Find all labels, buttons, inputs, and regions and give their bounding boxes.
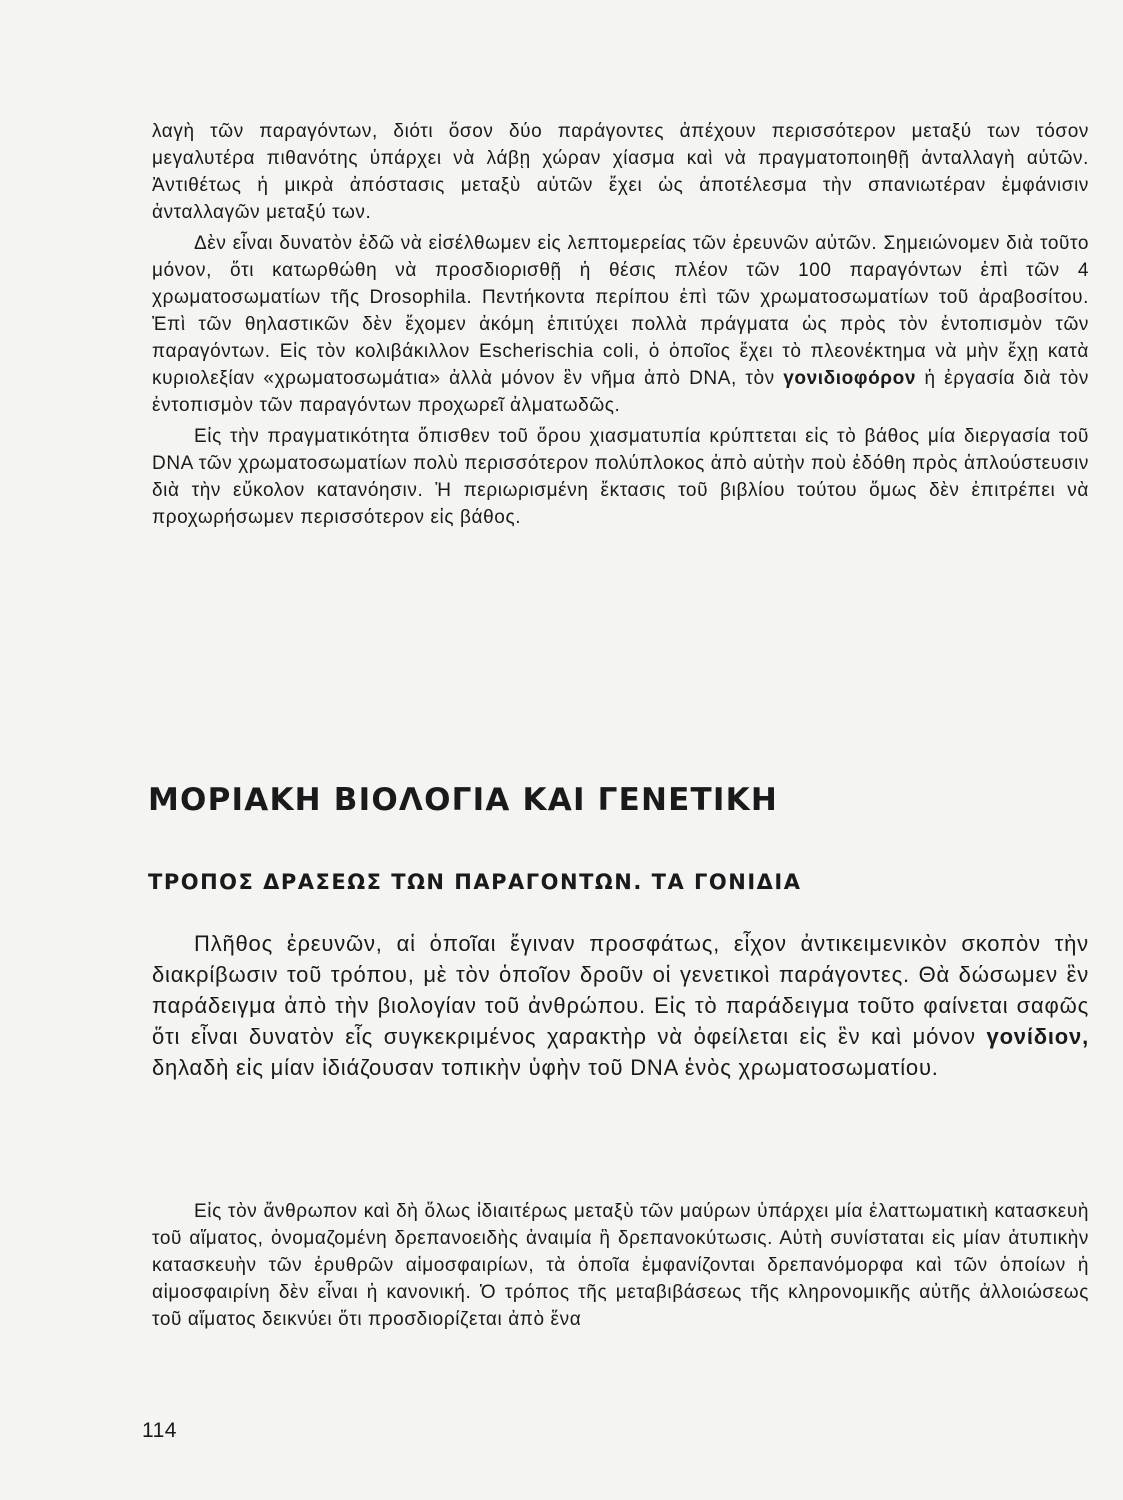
page-number: 114	[142, 1419, 177, 1442]
gene-mapping-text: Δὲν εἶναι δυνατὸν ἐδῶ νὰ εἰσέλθωμεν εἰς λεπτομερείας τῶν ἐρευνῶν αὐτῶν. Σημειώνομεν διὰ τοῦτο μόνον, ὅτι κατωρθώθη νὰ προσδιορισθῇ ἡ θέσις πλέον τῶν 100 παραγόντων ἐπὶ τῶν 4 χρωματοσωματίων τῆς Drosophila. Πεντήκοντα περίπου ἐπὶ τῶν χρωματοσωματίων τοῦ ἀραβοσίτου. Ἐπὶ τῶν θηλαστικῶν δὲν ἔχομεν ἀκόμη ἐπιτύχει πολλὰ πράγματα ὡς πρὸς τὸν ἐντοπισμὸν τῶν παραγόντων. Εἰς τὸν κολιβάκιλλον Escherischia coli, ὁ ὁποῖος ἔχει τὸ πλεονέκτημα νὰ μὴν ἔχῃ κατὰ κυριολεξίαν «χρωματοσωμάτια» ἀλλὰ μόνον ἓν νῆμα ἀπὸ DNA, τὸν	[152, 233, 1089, 389]
paragraph-gene-action	[152, 928, 1089, 1083]
paragraph-gene-mapping	[152, 230, 1089, 419]
gene-action-text-end: δηλαδὴ εἰς μίαν ἰδιάζουσαν τοπικὴν ὑφὴν τοῦ DNA ἑνὸς χρωματοσωματίου.	[152, 1055, 939, 1080]
chapter-title: ΜΟΡΙΑΚΗ ΒΙΟΛΟΓΙΑ ΚΑΙ ΓΕΝΕΤΙΚΗ	[148, 782, 778, 818]
paragraph-crossing-distance: λαγὴ τῶν παραγόντων, διότι ὅσον δύο παράγοντες ἀπέχουν περισσότερον μεταξύ των τόσον μεγαλυτέρα πιθανότης ὑπάρχει νὰ λάβῃ χώραν χίασμα καὶ νὰ πραγματοποιηθῇ ἀνταλλαγὴ αὐτῶν. Ἀντιθέτως ἡ μικρὰ ἀπόστασις μεταξὺ αὐτῶν ἔχει ὡς ἀποτέλεσμα τὴν σπανιωτέραν ἐμφάνισιν ἀνταλλαγῶν μεταξύ των.	[152, 121, 1089, 223]
bottom-text-block	[152, 1198, 1089, 1333]
bold-term-genophore: γονιδιοφόρον	[783, 368, 917, 389]
bold-term-gene: γονίδιον,	[986, 1024, 1089, 1049]
section-title: ΤΡΟΠΟΣ ΔΡΑΣΕΩΣ ΤΩΝ ΠΑΡΑΓΟΝΤΩΝ. ΤΑ ΓΟΝΙΔΙΑ	[148, 870, 802, 894]
top-text-block	[152, 118, 1089, 531]
gene-mapping-text-end: ἡ ἐργασία διὰ τὸν ἐντοπισμὸν τῶν παραγόντων προχωρεῖ ἀλματωδῶς.	[152, 368, 1089, 416]
paragraph-sickle-cell: Εἰς τὸν ἄνθρωπον καὶ δὴ ὅλως ἰδιαιτέρως μεταξὺ τῶν μαύρων ὑπάρχει μία ἐλαττωματικὴ κατασκευὴ τοῦ αἵματος, ὀνομαζομένη δρεπανοειδὴς ἀναιμία ἢ δρεπανοκύτωσις. Αὐτὴ συνίσταται εἰς μίαν ἀτυπικὴν κατασκευὴν τῶν ἐρυθρῶν αἱμοσφαιρίων, τὰ ὁποῖα ἐμφανίζονται δρεπανόμορφα καὶ τῶν ὁποίων ἡ αἱμοσφαιρίνη δὲν εἶναι ἡ κανονική. Ὁ τρόπος τῆς μεταβιβάσεως τῆς κληρονομικῆς αὐτῆς ἀλλοιώσεως τοῦ αἵματος δεικνύει ὅτι προσδιορίζεται ἀπὸ ἕνα	[152, 1201, 1089, 1330]
paragraph-crossing-over-complexity: Εἰς τὴν πραγματικότητα ὄπισθεν τοῦ ὅρου χιασματυπία κρύπτεται εἰς τὸ βάθος μία διεργασία τοῦ DNA τῶν χρωματοσωματίων πολὺ περισσότερον πολύπλοκος ἀπὸ αὐτὴν ποὺ ἐδόθη πρὸς ἁπλούστευσιν διὰ τὴν εὔκολον κατανόησιν. Ἡ περιωρισμένη ἔκτασις τοῦ βιβλίου τούτου ὅμως δὲν ἐπιτρέπει νὰ προχωρήσωμεν περισσότερον εἰς βάθος.	[152, 426, 1089, 528]
gene-action-text: Πλῆθος ἐρευνῶν, αἱ ὁποῖαι ἔγιναν προσφάτως, εἶχον ἀντικειμενικὸν σκοπὸν τὴν διακρίβωσιν τοῦ τρόπου, μὲ τὸν ὁποῖον δροῦν οἱ γενετικοὶ παράγοντες. Θὰ δώσωμεν ἓν παράδειγμα ἀπὸ τὴν βιολογίαν τοῦ ἀνθρώπου. Εἰς τὸ παράδειγμα τοῦτο φαίνεται σαφῶς ὅτι εἶναι δυνατὸν εἷς συγκεκριμένος χαρακτὴρ νὰ ὀφείλεται εἰς ἓν καὶ μόνον	[152, 931, 1089, 1049]
intro-text-block	[152, 928, 1089, 1083]
